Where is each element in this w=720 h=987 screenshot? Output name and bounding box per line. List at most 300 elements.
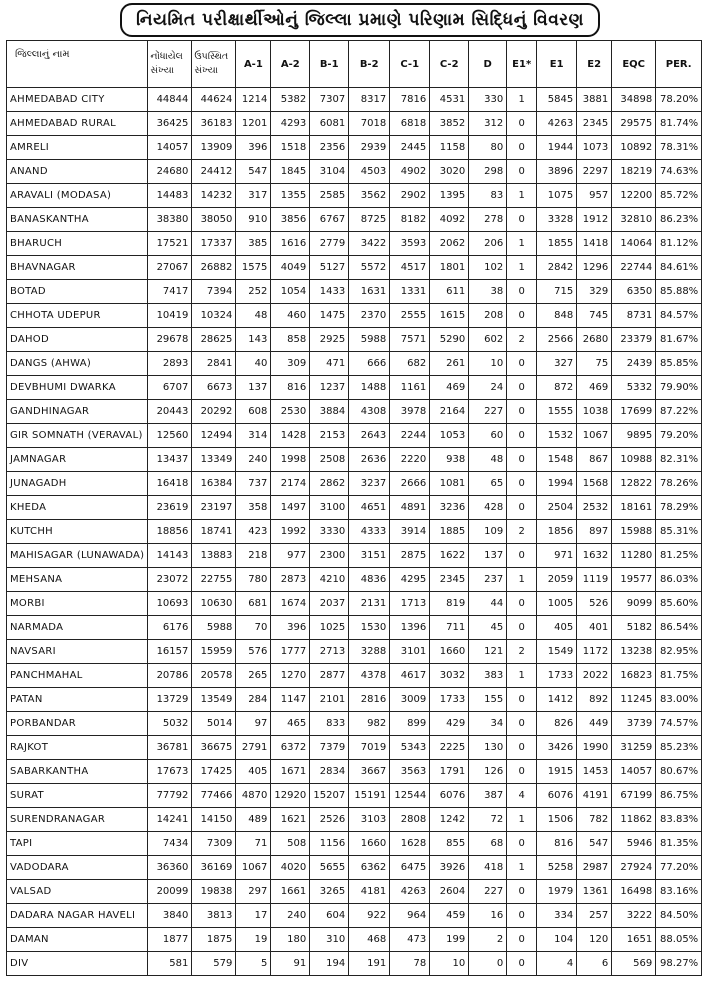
cell-percent: 85.88%: [656, 280, 702, 304]
cell-eqc: 67199: [612, 784, 656, 808]
cell-percent: 88.05%: [656, 928, 702, 952]
cell-appeared: 5988: [192, 616, 236, 640]
cell-e1: 3896: [537, 160, 577, 184]
cell-appeared: 15959: [192, 640, 236, 664]
cell-percent: 87.22%: [656, 400, 702, 424]
cell-e1-star: 0: [507, 928, 537, 952]
cell-a2: 2873: [271, 568, 310, 592]
cell-b2: 2939: [349, 136, 390, 160]
cell-a2: 1270: [271, 664, 310, 688]
cell-c1: 8182: [390, 208, 430, 232]
cell-c1: 3009: [390, 688, 430, 712]
cell-appeared: 18741: [192, 520, 236, 544]
cell-c2: 4092: [430, 208, 469, 232]
cell-registered: 6176: [148, 616, 192, 640]
cell-c1: 6475: [390, 856, 430, 880]
cell-eqc: 569: [612, 952, 656, 976]
cell-e1: 2566: [537, 328, 577, 352]
cell-c1: 4617: [390, 664, 430, 688]
cell-b2: 4308: [349, 400, 390, 424]
cell-e1: 872: [537, 376, 577, 400]
cell-district-name: JUNAGADH: [7, 472, 148, 496]
cell-e2: 1990: [577, 736, 612, 760]
cell-c2: 3236: [430, 496, 469, 520]
cell-district-name: PANCHMAHAL: [7, 664, 148, 688]
cell-a2: 91: [271, 952, 310, 976]
cell-district-name: BHARUCH: [7, 232, 148, 256]
cell-registered: 18856: [148, 520, 192, 544]
cell-percent: 83.16%: [656, 880, 702, 904]
cell-registered: 23072: [148, 568, 192, 592]
cell-e2: 4191: [577, 784, 612, 808]
cell-a1: 1214: [236, 88, 271, 112]
cell-percent: 77.20%: [656, 856, 702, 880]
cell-eqc: 5332: [612, 376, 656, 400]
header-e1-star: E1*: [507, 41, 537, 88]
cell-d: 16: [469, 904, 507, 928]
cell-district-name: KHEDA: [7, 496, 148, 520]
cell-district-name: MEHSANA: [7, 568, 148, 592]
cell-e1-star: 1: [507, 232, 537, 256]
cell-eqc: 31259: [612, 736, 656, 760]
cell-registered: 23619: [148, 496, 192, 520]
cell-district-name: AHMEDABAD CITY: [7, 88, 148, 112]
cell-c2: 3926: [430, 856, 469, 880]
table-row: [7, 520, 702, 544]
cell-e1-star: 0: [507, 904, 537, 928]
cell-e1-star: 0: [507, 952, 537, 976]
cell-e2: 957: [577, 184, 612, 208]
cell-registered: 20099: [148, 880, 192, 904]
cell-a1: 608: [236, 400, 271, 424]
table-row: [7, 352, 702, 376]
cell-a1: 2791: [236, 736, 271, 760]
cell-e1-star: 0: [507, 208, 537, 232]
cell-b1: 194: [310, 952, 349, 976]
cell-a1: 5: [236, 952, 271, 976]
cell-b2: 4378: [349, 664, 390, 688]
cell-d: 65: [469, 472, 507, 496]
cell-a1: 240: [236, 448, 271, 472]
cell-b2: 4836: [349, 568, 390, 592]
header-appeared-line2: સંખ્યા: [194, 65, 218, 76]
cell-c1: 78: [390, 952, 430, 976]
cell-percent: 78.29%: [656, 496, 702, 520]
cell-a1: 252: [236, 280, 271, 304]
cell-e1-star: 0: [507, 112, 537, 136]
cell-c1: 2555: [390, 304, 430, 328]
cell-e1-star: 0: [507, 760, 537, 784]
cell-appeared: 14232: [192, 184, 236, 208]
cell-b1: 2037: [310, 592, 349, 616]
cell-district-name: PATAN: [7, 688, 148, 712]
header-e2: E2: [577, 41, 612, 88]
cell-d: 102: [469, 256, 507, 280]
cell-eqc: 10892: [612, 136, 656, 160]
cell-c2: 611: [430, 280, 469, 304]
cell-registered: 27067: [148, 256, 192, 280]
cell-e2: 892: [577, 688, 612, 712]
cell-d: 298: [469, 160, 507, 184]
cell-c1: 6818: [390, 112, 430, 136]
cell-a2: 309: [271, 352, 310, 376]
cell-c1: 4295: [390, 568, 430, 592]
cell-district-name: ARAVALI (MODASA): [7, 184, 148, 208]
cell-a1: 1201: [236, 112, 271, 136]
cell-a1: 576: [236, 640, 271, 664]
cell-percent: 81.75%: [656, 664, 702, 688]
cell-eqc: 9895: [612, 424, 656, 448]
cell-b2: 191: [349, 952, 390, 976]
cell-percent: 81.35%: [656, 832, 702, 856]
header-eqc: EQC: [612, 41, 656, 88]
cell-b2: 3151: [349, 544, 390, 568]
cell-e1: 104: [537, 928, 577, 952]
cell-a2: 1054: [271, 280, 310, 304]
cell-a1: 681: [236, 592, 271, 616]
cell-e2: 120: [577, 928, 612, 952]
cell-c1: 7816: [390, 88, 430, 112]
cell-appeared: 13909: [192, 136, 236, 160]
cell-c1: 3101: [390, 640, 430, 664]
cell-a1: 265: [236, 664, 271, 688]
cell-b1: 2356: [310, 136, 349, 160]
cell-d: 83: [469, 184, 507, 208]
cell-e2: 867: [577, 448, 612, 472]
cell-a1: 405: [236, 760, 271, 784]
cell-registered: 17673: [148, 760, 192, 784]
cell-b1: 2834: [310, 760, 349, 784]
cell-b2: 4651: [349, 496, 390, 520]
cell-a2: 1616: [271, 232, 310, 256]
cell-registered: 20443: [148, 400, 192, 424]
cell-percent: 79.90%: [656, 376, 702, 400]
cell-b2: 1631: [349, 280, 390, 304]
cell-a2: 858: [271, 328, 310, 352]
cell-d: 137: [469, 544, 507, 568]
cell-d: 0: [469, 952, 507, 976]
cell-district-name: VALSAD: [7, 880, 148, 904]
cell-c1: 2220: [390, 448, 430, 472]
cell-percent: 86.23%: [656, 208, 702, 232]
cell-e1-star: 0: [507, 880, 537, 904]
cell-c2: 429: [430, 712, 469, 736]
cell-d: 2: [469, 928, 507, 952]
cell-b1: 2862: [310, 472, 349, 496]
table-row: [7, 616, 702, 640]
cell-e1: 848: [537, 304, 577, 328]
cell-e1: 1549: [537, 640, 577, 664]
cell-d: 383: [469, 664, 507, 688]
cell-e1: 1412: [537, 688, 577, 712]
table-row: [7, 784, 702, 808]
cell-d: 227: [469, 880, 507, 904]
cell-e1: 6076: [537, 784, 577, 808]
cell-e2: 547: [577, 832, 612, 856]
cell-a1: 737: [236, 472, 271, 496]
cell-e1-star: 1: [507, 856, 537, 880]
cell-e2: 1912: [577, 208, 612, 232]
cell-a1: 489: [236, 808, 271, 832]
cell-c2: 199: [430, 928, 469, 952]
cell-appeared: 7394: [192, 280, 236, 304]
cell-percent: 83.83%: [656, 808, 702, 832]
cell-b1: 2585: [310, 184, 349, 208]
cell-percent: 78.31%: [656, 136, 702, 160]
cell-e1: 1075: [537, 184, 577, 208]
cell-e1-star: 0: [507, 496, 537, 520]
cell-d: 60: [469, 424, 507, 448]
cell-percent: 79.20%: [656, 424, 702, 448]
table-row: [7, 496, 702, 520]
cell-e1: 2842: [537, 256, 577, 280]
cell-c2: 1081: [430, 472, 469, 496]
cell-a2: 1998: [271, 448, 310, 472]
cell-district-name: RAJKOT: [7, 736, 148, 760]
cell-percent: 81.25%: [656, 544, 702, 568]
cell-appeared: 5014: [192, 712, 236, 736]
cell-b1: 6081: [310, 112, 349, 136]
cell-e1: 327: [537, 352, 577, 376]
cell-e1-star: 2: [507, 640, 537, 664]
cell-c2: 1053: [430, 424, 469, 448]
cell-percent: 84.57%: [656, 304, 702, 328]
cell-eqc: 11862: [612, 808, 656, 832]
cell-a2: 1518: [271, 136, 310, 160]
cell-d: 38: [469, 280, 507, 304]
cell-d: 44: [469, 592, 507, 616]
cell-d: 10: [469, 352, 507, 376]
cell-e2: 3881: [577, 88, 612, 112]
cell-district-name: DIV: [7, 952, 148, 976]
cell-registered: 29678: [148, 328, 192, 352]
cell-appeared: 1875: [192, 928, 236, 952]
cell-b1: 2101: [310, 688, 349, 712]
cell-appeared: 20292: [192, 400, 236, 424]
cell-c2: 261: [430, 352, 469, 376]
cell-e2: 401: [577, 616, 612, 640]
cell-e1: 2504: [537, 496, 577, 520]
cell-percent: 80.67%: [656, 760, 702, 784]
cell-e1: 971: [537, 544, 577, 568]
cell-a2: 1497: [271, 496, 310, 520]
cell-d: 68: [469, 832, 507, 856]
cell-a1: 423: [236, 520, 271, 544]
cell-percent: 81.74%: [656, 112, 702, 136]
cell-registered: 14483: [148, 184, 192, 208]
cell-registered: 16157: [148, 640, 192, 664]
cell-b2: 3237: [349, 472, 390, 496]
cell-e2: 1296: [577, 256, 612, 280]
cell-a2: 396: [271, 616, 310, 640]
cell-b2: 3288: [349, 640, 390, 664]
cell-registered: 12560: [148, 424, 192, 448]
cell-e2: 1453: [577, 760, 612, 784]
header-b1: B-1: [310, 41, 349, 88]
cell-eqc: 16823: [612, 664, 656, 688]
cell-e1-star: 0: [507, 352, 537, 376]
cell-eqc: 11245: [612, 688, 656, 712]
cell-registered: 2893: [148, 352, 192, 376]
cell-c1: 964: [390, 904, 430, 928]
cell-b1: 4210: [310, 568, 349, 592]
cell-a1: 314: [236, 424, 271, 448]
cell-e1-star: 0: [507, 544, 537, 568]
cell-d: 312: [469, 112, 507, 136]
cell-e2: 6: [577, 952, 612, 976]
cell-district-name: JAMNAGAR: [7, 448, 148, 472]
cell-d: 48: [469, 448, 507, 472]
cell-e1: 1915: [537, 760, 577, 784]
cell-d: 278: [469, 208, 507, 232]
cell-appeared: 24412: [192, 160, 236, 184]
cell-b2: 8725: [349, 208, 390, 232]
cell-a2: 1671: [271, 760, 310, 784]
cell-e1-star: 0: [507, 136, 537, 160]
table-row: [7, 136, 702, 160]
table-row: [7, 448, 702, 472]
cell-a2: 3856: [271, 208, 310, 232]
cell-percent: 78.20%: [656, 88, 702, 112]
cell-district-name: PORBANDAR: [7, 712, 148, 736]
table-row: [7, 160, 702, 184]
cell-e1-star: 0: [507, 736, 537, 760]
cell-e1: 1855: [537, 232, 577, 256]
cell-e2: 1632: [577, 544, 612, 568]
table-row: [7, 400, 702, 424]
cell-e1-star: 0: [507, 712, 537, 736]
cell-district-name: VADODARA: [7, 856, 148, 880]
cell-district-name: SABARKANTHA: [7, 760, 148, 784]
cell-d: 428: [469, 496, 507, 520]
cell-b2: 4333: [349, 520, 390, 544]
cell-eqc: 18161: [612, 496, 656, 520]
cell-c2: 3020: [430, 160, 469, 184]
cell-registered: 14057: [148, 136, 192, 160]
cell-eqc: 15988: [612, 520, 656, 544]
cell-eqc: 8731: [612, 304, 656, 328]
cell-b2: 7019: [349, 736, 390, 760]
cell-percent: 82.31%: [656, 448, 702, 472]
cell-e1-star: 0: [507, 376, 537, 400]
cell-a1: 396: [236, 136, 271, 160]
cell-eqc: 19577: [612, 568, 656, 592]
cell-b1: 2713: [310, 640, 349, 664]
cell-eqc: 13238: [612, 640, 656, 664]
cell-a2: 4293: [271, 112, 310, 136]
cell-b1: 2877: [310, 664, 349, 688]
cell-c1: 682: [390, 352, 430, 376]
cell-c1: 899: [390, 712, 430, 736]
table-row: [7, 328, 702, 352]
cell-a2: 180: [271, 928, 310, 952]
cell-a2: 12920: [271, 784, 310, 808]
cell-e1: 1548: [537, 448, 577, 472]
header-e1: E1: [537, 41, 577, 88]
cell-a1: 143: [236, 328, 271, 352]
cell-e1-star: 0: [507, 448, 537, 472]
cell-b2: 3562: [349, 184, 390, 208]
cell-a1: 385: [236, 232, 271, 256]
cell-appeared: 44624: [192, 88, 236, 112]
cell-a2: 6372: [271, 736, 310, 760]
cell-d: 109: [469, 520, 507, 544]
table-row: [7, 592, 702, 616]
table-row: [7, 904, 702, 928]
cell-a2: 1777: [271, 640, 310, 664]
cell-e2: 2532: [577, 496, 612, 520]
cell-c2: 5290: [430, 328, 469, 352]
header-a1: A-1: [236, 41, 271, 88]
cell-a2: 1621: [271, 808, 310, 832]
cell-e2: 2987: [577, 856, 612, 880]
cell-e1: 5258: [537, 856, 577, 880]
cell-appeared: 26882: [192, 256, 236, 280]
cell-registered: 10419: [148, 304, 192, 328]
cell-e2: 329: [577, 280, 612, 304]
cell-b2: 8317: [349, 88, 390, 112]
cell-e2: 1418: [577, 232, 612, 256]
cell-c2: 1733: [430, 688, 469, 712]
cell-c1: 4902: [390, 160, 430, 184]
cell-a1: 4870: [236, 784, 271, 808]
cell-b2: 2131: [349, 592, 390, 616]
header-a2: A-2: [271, 41, 310, 88]
cell-c1: 12544: [390, 784, 430, 808]
cell-c2: 1660: [430, 640, 469, 664]
cell-d: 80: [469, 136, 507, 160]
cell-eqc: 10988: [612, 448, 656, 472]
header-appeared-line1: ઉપસ્થિત: [194, 51, 229, 62]
cell-c2: 2164: [430, 400, 469, 424]
cell-b2: 4503: [349, 160, 390, 184]
cell-c2: 2604: [430, 880, 469, 904]
cell-district-name: DAMAN: [7, 928, 148, 952]
cell-appeared: 77466: [192, 784, 236, 808]
cell-b2: 666: [349, 352, 390, 376]
cell-b2: 2370: [349, 304, 390, 328]
cell-registered: 13437: [148, 448, 192, 472]
cell-c1: 2875: [390, 544, 430, 568]
cell-district-name: DANGS (AHWA): [7, 352, 148, 376]
cell-eqc: 5182: [612, 616, 656, 640]
cell-e1: 1994: [537, 472, 577, 496]
cell-b2: 468: [349, 928, 390, 952]
cell-b1: 1025: [310, 616, 349, 640]
cell-c2: 3032: [430, 664, 469, 688]
cell-c2: 469: [430, 376, 469, 400]
cell-a2: 5382: [271, 88, 310, 112]
table-row: [7, 304, 702, 328]
cell-a1: 218: [236, 544, 271, 568]
cell-c1: 2445: [390, 136, 430, 160]
cell-appeared: 36675: [192, 736, 236, 760]
cell-eqc: 1651: [612, 928, 656, 952]
cell-e2: 2297: [577, 160, 612, 184]
cell-d: 121: [469, 640, 507, 664]
cell-e2: 2022: [577, 664, 612, 688]
cell-appeared: 7309: [192, 832, 236, 856]
cell-a2: 1674: [271, 592, 310, 616]
cell-appeared: 17425: [192, 760, 236, 784]
cell-c2: 1242: [430, 808, 469, 832]
cell-a2: 460: [271, 304, 310, 328]
cell-a1: 358: [236, 496, 271, 520]
cell-registered: 14241: [148, 808, 192, 832]
cell-appeared: 10324: [192, 304, 236, 328]
cell-c1: 7571: [390, 328, 430, 352]
cell-eqc: 11280: [612, 544, 656, 568]
